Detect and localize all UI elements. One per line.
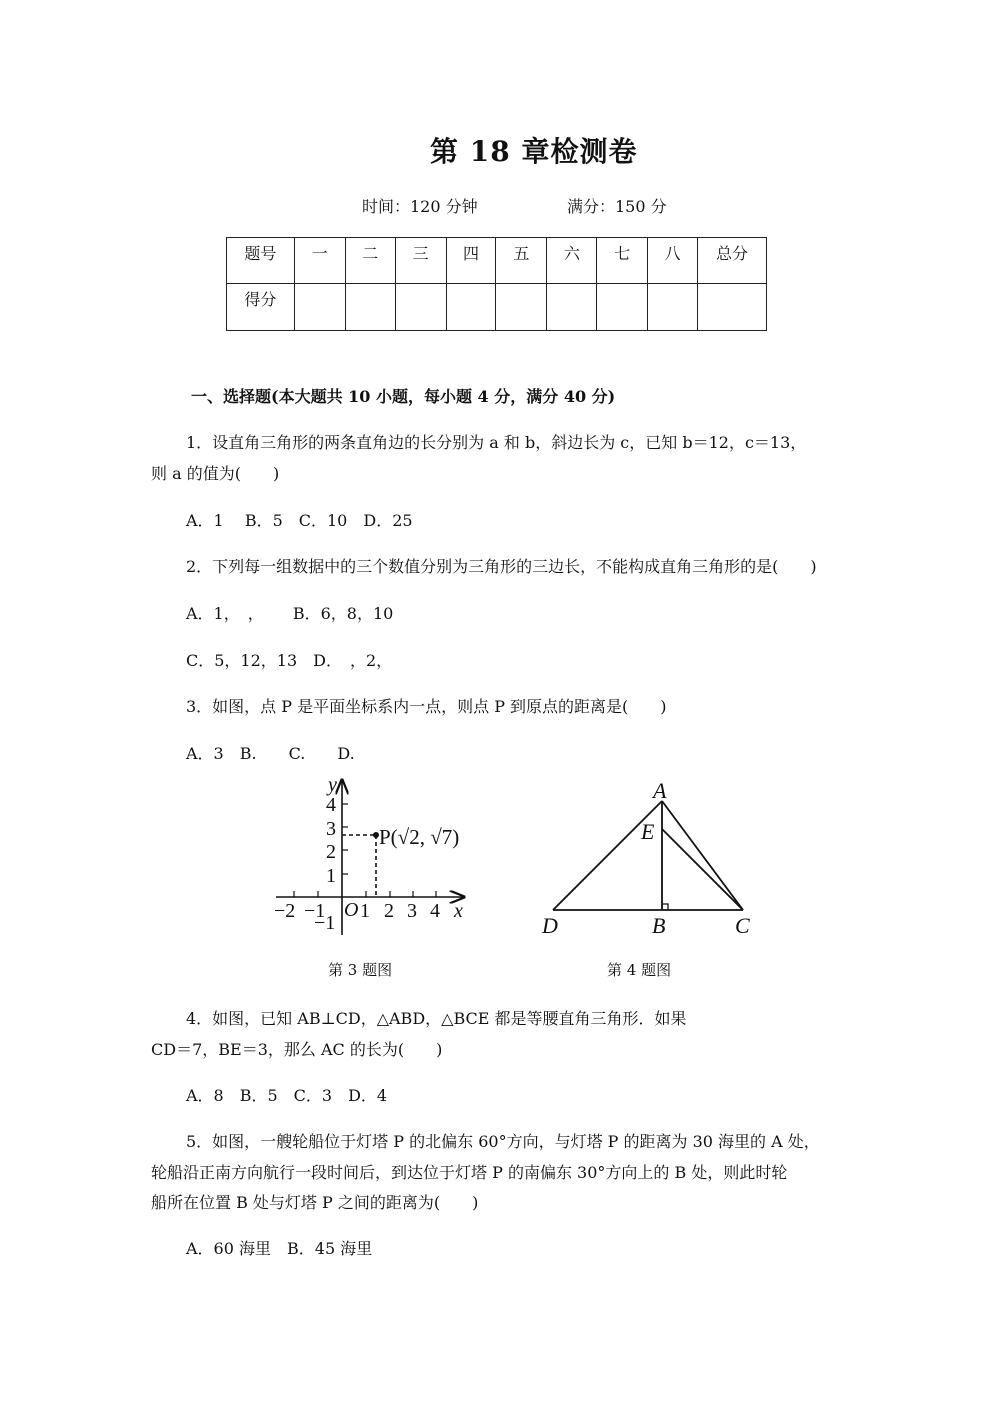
right-angle-mark (662, 904, 668, 910)
segment-da (553, 801, 662, 910)
header-cell: 七 (597, 238, 648, 284)
header-cell: 四 (446, 238, 496, 284)
q5-stem-line1: 5．如图，一艘轮船位于灯塔 P 的北偏东 60°方向，与灯塔 P 的距离为 30 海里的 A 处， (186, 1132, 820, 1151)
page-title: 第 18 章检测卷 (430, 135, 638, 168)
q2-options-ab: A．1， ， B．6，8，10 (186, 604, 394, 623)
q5-stem-line3: 船所在位置 B 处与灯塔 P 之间的距离为( ) (151, 1193, 479, 1212)
y-tick-label: −1 (314, 912, 336, 934)
q2-stem: 2．下列每一组数据中的三个数值分别为三角形的三边长，不能构成直角三角形的是( ) (186, 557, 817, 576)
segment-ec (662, 829, 743, 910)
x-tick-label: 1 (360, 900, 370, 922)
figure-3-caption: 第 3 题图 (328, 961, 393, 979)
header-cell: 一 (294, 238, 345, 284)
vertex-label: E (641, 819, 655, 844)
q1-stem-line1: 1．设直角三角形的两条直角边的长分别为 a 和 b，斜边长为 c，已知 b＝12，c＝13， (186, 433, 807, 452)
score-cell (446, 284, 496, 331)
figure-4-triangles (538, 776, 768, 941)
q1-stem-line2: 则 a 的值为( ) (151, 464, 280, 483)
x-tick-label: 2 (384, 900, 394, 922)
score-cell (345, 284, 395, 331)
q3-stem: 3．如图，点 P 是平面坐标系内一点，则点 P 到原点的距离是( ) (186, 697, 667, 716)
score-table-header-row (227, 238, 767, 284)
q4-stem-line1: 4．如图，已知 AB⊥CD，△ABD，△BCE 都是等腰直角三角形．如果 (186, 1009, 687, 1028)
header-cell: 三 (395, 238, 446, 284)
q5-options: A．60 海里 B．45 海里 (186, 1239, 373, 1258)
y-tick-label: 2 (326, 841, 336, 863)
x-tick-label: 4 (430, 900, 440, 922)
row-label-cell: 得分 (227, 284, 295, 331)
header-cell: 题号 (227, 238, 295, 284)
exam-time: 时间：120 分钟 (362, 197, 478, 216)
score-cell (597, 284, 648, 331)
header-cell: 八 (648, 238, 698, 284)
q4-options: A．8 B．5 C．3 D．4 (186, 1086, 388, 1105)
x-tick-label: 3 (407, 900, 417, 922)
y-tick-label: 1 (326, 865, 336, 887)
y-axis-label: y (328, 774, 337, 796)
q1-options: A．1 B．5 C．10 D．25 (186, 511, 413, 530)
figure-4-caption: 第 4 题图 (607, 961, 672, 979)
point-p-label: P(√2, √7) (379, 825, 460, 849)
section-heading: 一、选择题(本大题共 10 小题，每小题 4 分，满分 40 分) (191, 387, 616, 406)
y-tick-label: 4 (326, 794, 336, 816)
header-cell: 总分 (698, 238, 767, 284)
score-cell (698, 284, 767, 331)
figure-3-coordinate-plane (266, 772, 476, 942)
q4-stem-line2: CD＝7，BE＝3，那么 AC 的长为( ) (151, 1040, 443, 1059)
full-score: 满分：150 分 (567, 197, 667, 216)
header-cell: 五 (496, 238, 547, 284)
q2-options-cd: C．5，12，13 D． ，2， (186, 651, 393, 670)
score-cell (395, 284, 446, 331)
score-cell (547, 284, 597, 331)
score-table (226, 237, 767, 331)
score-cell (294, 284, 345, 331)
vertex-label: D (542, 913, 558, 938)
vertex-label: C (735, 913, 750, 938)
score-cell (648, 284, 698, 331)
header-cell: 二 (345, 238, 395, 284)
y-tick-label: 3 (326, 818, 336, 840)
x-tick-label: −1 (304, 900, 326, 922)
q3-options: A．3 B. C. D. (186, 744, 355, 763)
segment-ac (662, 801, 743, 910)
header-cell: 六 (547, 238, 597, 284)
origin-label: O (344, 899, 359, 921)
score-cell (496, 284, 547, 331)
vertex-label: B (652, 913, 666, 938)
x-axis-label: x (454, 900, 463, 922)
score-table-score-row (227, 284, 767, 331)
vertex-label: A (653, 778, 667, 803)
x-tick-label: −2 (274, 900, 296, 922)
q5-stem-line2: 轮船沿正南方向航行一段时间后，到达位于灯塔 P 的南偏东 30°方向上的 B 处，则此时轮 (151, 1163, 788, 1182)
